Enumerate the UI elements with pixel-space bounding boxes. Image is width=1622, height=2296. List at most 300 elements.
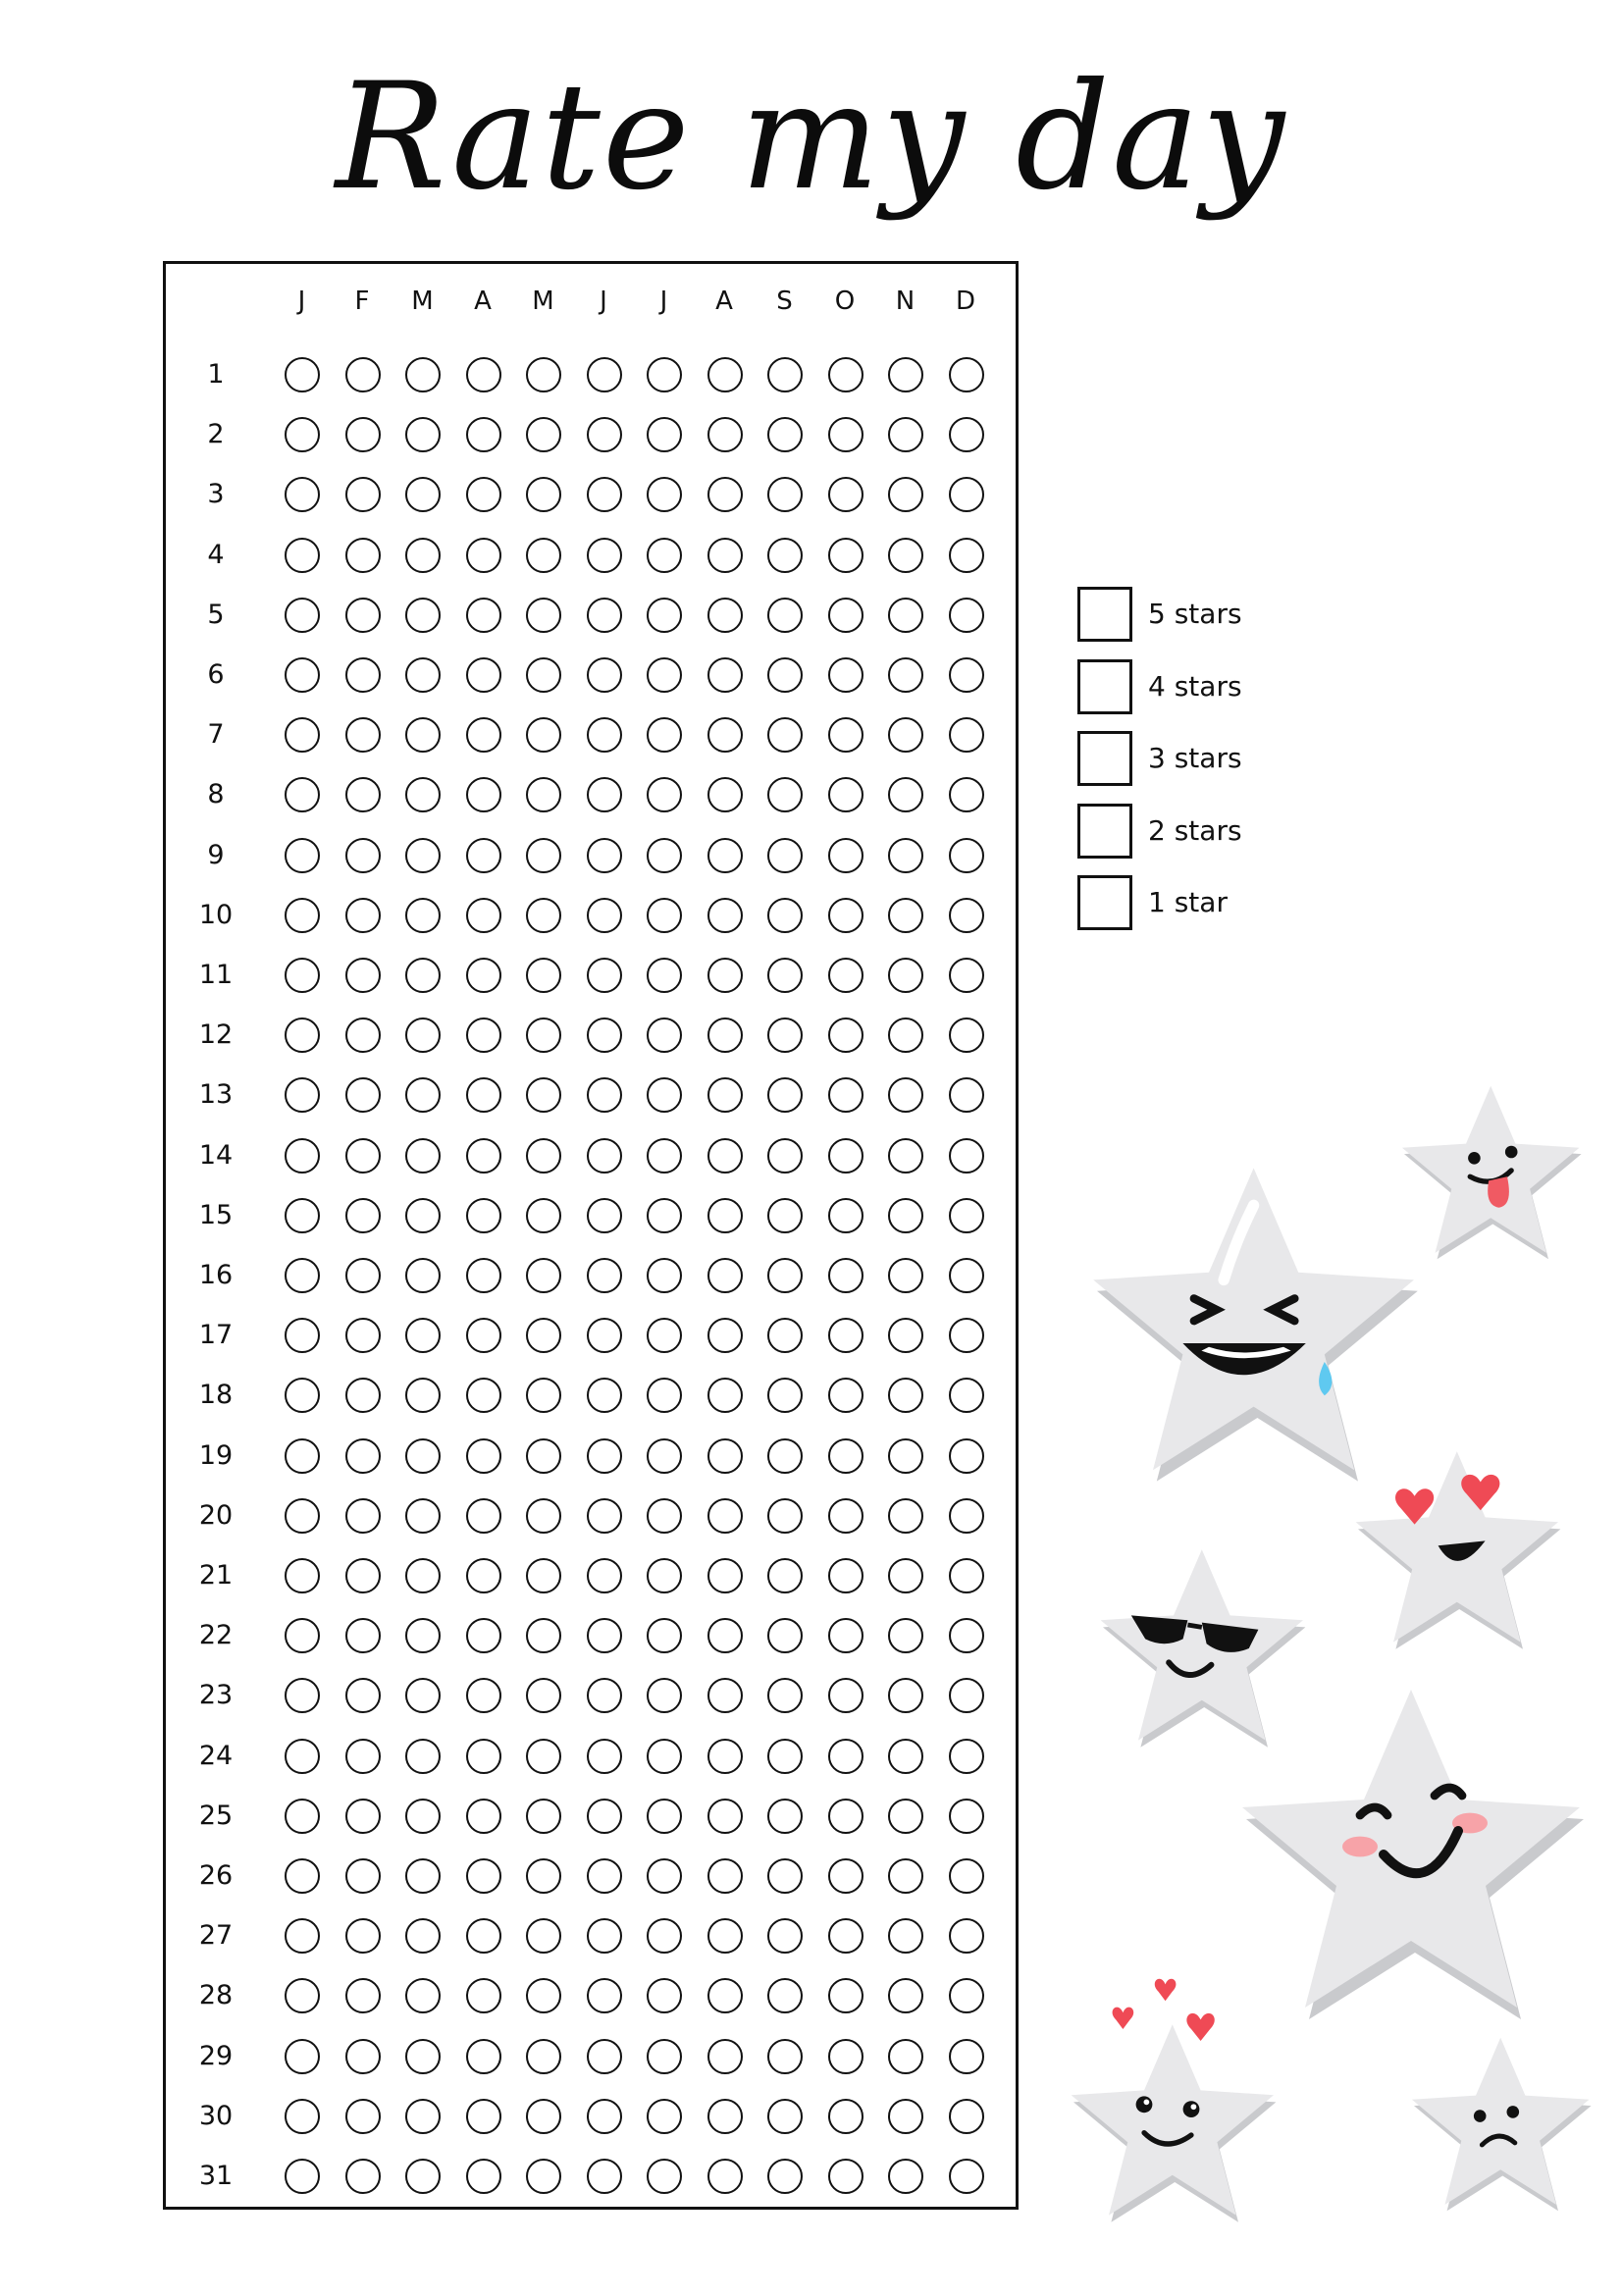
day-rating-circle[interactable] — [285, 1498, 320, 1534]
day-rating-circle[interactable] — [466, 1258, 501, 1293]
day-rating-circle[interactable] — [285, 1138, 320, 1174]
day-rating-circle[interactable] — [828, 1558, 863, 1593]
day-rating-circle[interactable] — [526, 1858, 561, 1894]
day-rating-circle[interactable] — [647, 1318, 682, 1353]
day-rating-circle[interactable] — [888, 1018, 923, 1053]
day-rating-circle[interactable] — [949, 598, 984, 633]
day-rating-circle[interactable] — [707, 357, 743, 392]
day-rating-circle[interactable] — [707, 1138, 743, 1174]
day-rating-circle[interactable] — [345, 598, 381, 633]
day-rating-circle[interactable] — [466, 1198, 501, 1233]
day-rating-circle[interactable] — [526, 717, 561, 753]
day-rating-circle[interactable] — [888, 1438, 923, 1474]
day-rating-circle[interactable] — [285, 1858, 320, 1894]
day-rating-circle[interactable] — [526, 417, 561, 452]
day-rating-circle[interactable] — [828, 1077, 863, 1113]
day-rating-circle[interactable] — [405, 2159, 441, 2194]
day-rating-circle[interactable] — [828, 357, 863, 392]
day-rating-circle[interactable] — [405, 417, 441, 452]
day-rating-circle[interactable] — [949, 1858, 984, 1894]
day-rating-circle[interactable] — [345, 1318, 381, 1353]
day-rating-circle[interactable] — [405, 1138, 441, 1174]
day-rating-circle[interactable] — [285, 1618, 320, 1653]
day-rating-circle[interactable] — [707, 838, 743, 873]
day-rating-circle[interactable] — [707, 898, 743, 933]
day-rating-circle[interactable] — [405, 1799, 441, 1834]
day-rating-circle[interactable] — [888, 1198, 923, 1233]
day-rating-circle[interactable] — [466, 477, 501, 512]
day-rating-circle[interactable] — [526, 1198, 561, 1233]
day-rating-circle[interactable] — [767, 1498, 803, 1534]
day-rating-circle[interactable] — [466, 598, 501, 633]
day-rating-circle[interactable] — [828, 1678, 863, 1713]
day-rating-circle[interactable] — [345, 357, 381, 392]
day-rating-circle[interactable] — [888, 838, 923, 873]
day-rating-circle[interactable] — [345, 2159, 381, 2194]
day-rating-circle[interactable] — [949, 717, 984, 753]
day-rating-circle[interactable] — [526, 1438, 561, 1474]
day-rating-circle[interactable] — [466, 1558, 501, 1593]
day-rating-circle[interactable] — [526, 357, 561, 392]
day-rating-circle[interactable] — [526, 598, 561, 633]
day-rating-circle[interactable] — [647, 1198, 682, 1233]
day-rating-circle[interactable] — [587, 1978, 622, 2013]
day-rating-circle[interactable] — [466, 1438, 501, 1474]
day-rating-circle[interactable] — [345, 1799, 381, 1834]
day-rating-circle[interactable] — [466, 1858, 501, 1894]
day-rating-circle[interactable] — [707, 717, 743, 753]
day-rating-circle[interactable] — [405, 357, 441, 392]
day-rating-circle[interactable] — [405, 2039, 441, 2074]
day-rating-circle[interactable] — [888, 2099, 923, 2134]
day-rating-circle[interactable] — [828, 1198, 863, 1233]
day-rating-circle[interactable] — [345, 1558, 381, 1593]
day-rating-circle[interactable] — [949, 1498, 984, 1534]
day-rating-circle[interactable] — [888, 1858, 923, 1894]
day-rating-circle[interactable] — [285, 898, 320, 933]
day-rating-circle[interactable] — [345, 1077, 381, 1113]
day-rating-circle[interactable] — [345, 898, 381, 933]
day-rating-circle[interactable] — [707, 1077, 743, 1113]
day-rating-circle[interactable] — [707, 2159, 743, 2194]
day-rating-circle[interactable] — [526, 1138, 561, 1174]
day-rating-circle[interactable] — [466, 1318, 501, 1353]
day-rating-circle[interactable] — [466, 717, 501, 753]
day-rating-circle[interactable] — [466, 777, 501, 812]
day-rating-circle[interactable] — [285, 598, 320, 633]
day-rating-circle[interactable] — [888, 1558, 923, 1593]
day-rating-circle[interactable] — [949, 838, 984, 873]
day-rating-circle[interactable] — [888, 717, 923, 753]
day-rating-circle[interactable] — [526, 1618, 561, 1653]
day-rating-circle[interactable] — [949, 417, 984, 452]
day-rating-circle[interactable] — [466, 357, 501, 392]
day-rating-circle[interactable] — [647, 1799, 682, 1834]
day-rating-circle[interactable] — [405, 1558, 441, 1593]
day-rating-circle[interactable] — [828, 477, 863, 512]
day-rating-circle[interactable] — [828, 958, 863, 993]
day-rating-circle[interactable] — [587, 838, 622, 873]
day-rating-circle[interactable] — [828, 657, 863, 693]
day-rating-circle[interactable] — [707, 1618, 743, 1653]
day-rating-circle[interactable] — [345, 1678, 381, 1713]
day-rating-circle[interactable] — [949, 898, 984, 933]
day-rating-circle[interactable] — [587, 717, 622, 753]
day-rating-circle[interactable] — [888, 1498, 923, 1534]
day-rating-circle[interactable] — [405, 898, 441, 933]
day-rating-circle[interactable] — [949, 1077, 984, 1113]
day-rating-circle[interactable] — [285, 1558, 320, 1593]
day-rating-circle[interactable] — [949, 2039, 984, 2074]
legend-color-box[interactable] — [1077, 804, 1132, 859]
day-rating-circle[interactable] — [587, 657, 622, 693]
day-rating-circle[interactable] — [587, 1258, 622, 1293]
day-rating-circle[interactable] — [587, 1198, 622, 1233]
day-rating-circle[interactable] — [285, 1258, 320, 1293]
day-rating-circle[interactable] — [767, 1198, 803, 1233]
day-rating-circle[interactable] — [767, 1558, 803, 1593]
day-rating-circle[interactable] — [587, 477, 622, 512]
day-rating-circle[interactable] — [647, 357, 682, 392]
day-rating-circle[interactable] — [828, 777, 863, 812]
day-rating-circle[interactable] — [828, 598, 863, 633]
day-rating-circle[interactable] — [949, 777, 984, 812]
day-rating-circle[interactable] — [707, 538, 743, 573]
day-rating-circle[interactable] — [707, 477, 743, 512]
day-rating-circle[interactable] — [949, 477, 984, 512]
day-rating-circle[interactable] — [466, 958, 501, 993]
day-rating-circle[interactable] — [949, 1678, 984, 1713]
day-rating-circle[interactable] — [466, 898, 501, 933]
day-rating-circle[interactable] — [405, 598, 441, 633]
day-rating-circle[interactable] — [526, 2159, 561, 2194]
day-rating-circle[interactable] — [949, 2159, 984, 2194]
day-rating-circle[interactable] — [828, 1378, 863, 1413]
day-rating-circle[interactable] — [828, 838, 863, 873]
day-rating-circle[interactable] — [587, 1138, 622, 1174]
day-rating-circle[interactable] — [767, 1739, 803, 1774]
day-rating-circle[interactable] — [526, 2039, 561, 2074]
day-rating-circle[interactable] — [828, 2099, 863, 2134]
day-rating-circle[interactable] — [707, 1799, 743, 1834]
day-rating-circle[interactable] — [707, 598, 743, 633]
day-rating-circle[interactable] — [587, 958, 622, 993]
day-rating-circle[interactable] — [767, 1618, 803, 1653]
day-rating-circle[interactable] — [526, 2099, 561, 2134]
day-rating-circle[interactable] — [466, 1618, 501, 1653]
day-rating-circle[interactable] — [949, 1318, 984, 1353]
day-rating-circle[interactable] — [285, 2039, 320, 2074]
day-rating-circle[interactable] — [949, 1378, 984, 1413]
day-rating-circle[interactable] — [345, 958, 381, 993]
day-rating-circle[interactable] — [707, 1858, 743, 1894]
day-rating-circle[interactable] — [767, 417, 803, 452]
day-rating-circle[interactable] — [466, 1138, 501, 1174]
day-rating-circle[interactable] — [405, 838, 441, 873]
day-rating-circle[interactable] — [285, 2099, 320, 2134]
day-rating-circle[interactable] — [767, 838, 803, 873]
day-rating-circle[interactable] — [949, 1978, 984, 2013]
day-rating-circle[interactable] — [405, 1318, 441, 1353]
day-rating-circle[interactable] — [587, 2099, 622, 2134]
day-rating-circle[interactable] — [647, 898, 682, 933]
day-rating-circle[interactable] — [466, 2099, 501, 2134]
day-rating-circle[interactable] — [587, 1018, 622, 1053]
day-rating-circle[interactable] — [345, 2099, 381, 2134]
day-rating-circle[interactable] — [587, 1378, 622, 1413]
day-rating-circle[interactable] — [647, 1739, 682, 1774]
day-rating-circle[interactable] — [526, 1018, 561, 1053]
day-rating-circle[interactable] — [345, 717, 381, 753]
day-rating-circle[interactable] — [587, 1438, 622, 1474]
day-rating-circle[interactable] — [587, 2039, 622, 2074]
day-rating-circle[interactable] — [526, 1258, 561, 1293]
day-rating-circle[interactable] — [587, 898, 622, 933]
day-rating-circle[interactable] — [466, 1077, 501, 1113]
day-rating-circle[interactable] — [767, 1918, 803, 1954]
day-rating-circle[interactable] — [285, 2159, 320, 2194]
day-rating-circle[interactable] — [345, 1618, 381, 1653]
day-rating-circle[interactable] — [466, 1739, 501, 1774]
day-rating-circle[interactable] — [345, 838, 381, 873]
day-rating-circle[interactable] — [405, 1198, 441, 1233]
day-rating-circle[interactable] — [285, 1918, 320, 1954]
day-rating-circle[interactable] — [285, 1018, 320, 1053]
day-rating-circle[interactable] — [405, 1918, 441, 1954]
day-rating-circle[interactable] — [405, 1498, 441, 1534]
day-rating-circle[interactable] — [647, 417, 682, 452]
day-rating-circle[interactable] — [345, 1018, 381, 1053]
legend-color-box[interactable] — [1077, 875, 1132, 930]
day-rating-circle[interactable] — [587, 417, 622, 452]
day-rating-circle[interactable] — [466, 1498, 501, 1534]
day-rating-circle[interactable] — [888, 1918, 923, 1954]
day-rating-circle[interactable] — [767, 538, 803, 573]
day-rating-circle[interactable] — [526, 898, 561, 933]
day-rating-circle[interactable] — [526, 958, 561, 993]
day-rating-circle[interactable] — [345, 2039, 381, 2074]
day-rating-circle[interactable] — [949, 1618, 984, 1653]
day-rating-circle[interactable] — [466, 1799, 501, 1834]
day-rating-circle[interactable] — [526, 657, 561, 693]
day-rating-circle[interactable] — [767, 1438, 803, 1474]
day-rating-circle[interactable] — [828, 1739, 863, 1774]
day-rating-circle[interactable] — [949, 1258, 984, 1293]
day-rating-circle[interactable] — [526, 1739, 561, 1774]
day-rating-circle[interactable] — [647, 1498, 682, 1534]
day-rating-circle[interactable] — [828, 1918, 863, 1954]
day-rating-circle[interactable] — [647, 838, 682, 873]
day-rating-circle[interactable] — [888, 1138, 923, 1174]
day-rating-circle[interactable] — [888, 898, 923, 933]
day-rating-circle[interactable] — [707, 1678, 743, 1713]
day-rating-circle[interactable] — [647, 1918, 682, 1954]
day-rating-circle[interactable] — [587, 1799, 622, 1834]
day-rating-circle[interactable] — [405, 1739, 441, 1774]
day-rating-circle[interactable] — [345, 1438, 381, 1474]
day-rating-circle[interactable] — [767, 898, 803, 933]
day-rating-circle[interactable] — [767, 357, 803, 392]
day-rating-circle[interactable] — [767, 958, 803, 993]
day-rating-circle[interactable] — [587, 1618, 622, 1653]
day-rating-circle[interactable] — [647, 2159, 682, 2194]
day-rating-circle[interactable] — [345, 657, 381, 693]
day-rating-circle[interactable] — [647, 1858, 682, 1894]
day-rating-circle[interactable] — [345, 1138, 381, 1174]
day-rating-circle[interactable] — [587, 598, 622, 633]
day-rating-circle[interactable] — [587, 1318, 622, 1353]
day-rating-circle[interactable] — [587, 1918, 622, 1954]
day-rating-circle[interactable] — [587, 2159, 622, 2194]
day-rating-circle[interactable] — [285, 538, 320, 573]
day-rating-circle[interactable] — [828, 1258, 863, 1293]
day-rating-circle[interactable] — [647, 1258, 682, 1293]
day-rating-circle[interactable] — [466, 2039, 501, 2074]
day-rating-circle[interactable] — [828, 1618, 863, 1653]
day-rating-circle[interactable] — [647, 1618, 682, 1653]
day-rating-circle[interactable] — [526, 838, 561, 873]
day-rating-circle[interactable] — [466, 1378, 501, 1413]
day-rating-circle[interactable] — [587, 1858, 622, 1894]
day-rating-circle[interactable] — [587, 1498, 622, 1534]
day-rating-circle[interactable] — [405, 1858, 441, 1894]
day-rating-circle[interactable] — [647, 1018, 682, 1053]
day-rating-circle[interactable] — [345, 1978, 381, 2013]
day-rating-circle[interactable] — [828, 1018, 863, 1053]
day-rating-circle[interactable] — [345, 777, 381, 812]
day-rating-circle[interactable] — [405, 717, 441, 753]
day-rating-circle[interactable] — [949, 1438, 984, 1474]
day-rating-circle[interactable] — [647, 717, 682, 753]
day-rating-circle[interactable] — [828, 717, 863, 753]
day-rating-circle[interactable] — [888, 417, 923, 452]
day-rating-circle[interactable] — [949, 657, 984, 693]
day-rating-circle[interactable] — [526, 1498, 561, 1534]
day-rating-circle[interactable] — [647, 1558, 682, 1593]
day-rating-circle[interactable] — [888, 2039, 923, 2074]
day-rating-circle[interactable] — [587, 777, 622, 812]
day-rating-circle[interactable] — [707, 2039, 743, 2074]
day-rating-circle[interactable] — [707, 1378, 743, 1413]
day-rating-circle[interactable] — [345, 1918, 381, 1954]
day-rating-circle[interactable] — [828, 1858, 863, 1894]
day-rating-circle[interactable] — [767, 1018, 803, 1053]
day-rating-circle[interactable] — [707, 417, 743, 452]
day-rating-circle[interactable] — [405, 657, 441, 693]
day-rating-circle[interactable] — [707, 1018, 743, 1053]
day-rating-circle[interactable] — [345, 477, 381, 512]
day-rating-circle[interactable] — [949, 357, 984, 392]
day-rating-circle[interactable] — [888, 958, 923, 993]
day-rating-circle[interactable] — [587, 357, 622, 392]
day-rating-circle[interactable] — [587, 538, 622, 573]
day-rating-circle[interactable] — [767, 2159, 803, 2194]
day-rating-circle[interactable] — [828, 2039, 863, 2074]
day-rating-circle[interactable] — [949, 1799, 984, 1834]
day-rating-circle[interactable] — [405, 2099, 441, 2134]
day-rating-circle[interactable] — [587, 1739, 622, 1774]
day-rating-circle[interactable] — [707, 1438, 743, 1474]
day-rating-circle[interactable] — [828, 1318, 863, 1353]
day-rating-circle[interactable] — [285, 657, 320, 693]
day-rating-circle[interactable] — [828, 2159, 863, 2194]
day-rating-circle[interactable] — [828, 1438, 863, 1474]
day-rating-circle[interactable] — [466, 657, 501, 693]
day-rating-circle[interactable] — [707, 958, 743, 993]
day-rating-circle[interactable] — [828, 1978, 863, 2013]
day-rating-circle[interactable] — [587, 1678, 622, 1713]
day-rating-circle[interactable] — [345, 538, 381, 573]
day-rating-circle[interactable] — [828, 1799, 863, 1834]
day-rating-circle[interactable] — [285, 717, 320, 753]
day-rating-circle[interactable] — [828, 417, 863, 452]
day-rating-circle[interactable] — [285, 1318, 320, 1353]
day-rating-circle[interactable] — [767, 2099, 803, 2134]
day-rating-circle[interactable] — [466, 1678, 501, 1713]
day-rating-circle[interactable] — [526, 1918, 561, 1954]
day-rating-circle[interactable] — [405, 538, 441, 573]
day-rating-circle[interactable] — [707, 1558, 743, 1593]
day-rating-circle[interactable] — [405, 958, 441, 993]
day-rating-circle[interactable] — [285, 958, 320, 993]
day-rating-circle[interactable] — [828, 538, 863, 573]
day-rating-circle[interactable] — [828, 1138, 863, 1174]
day-rating-circle[interactable] — [767, 1258, 803, 1293]
day-rating-circle[interactable] — [405, 1438, 441, 1474]
day-rating-circle[interactable] — [888, 657, 923, 693]
day-rating-circle[interactable] — [345, 1498, 381, 1534]
day-rating-circle[interactable] — [707, 1498, 743, 1534]
day-rating-circle[interactable] — [466, 1918, 501, 1954]
day-rating-circle[interactable] — [345, 1858, 381, 1894]
day-rating-circle[interactable] — [707, 1918, 743, 1954]
day-rating-circle[interactable] — [587, 1558, 622, 1593]
day-rating-circle[interactable] — [526, 1558, 561, 1593]
day-rating-circle[interactable] — [767, 1799, 803, 1834]
day-rating-circle[interactable] — [647, 598, 682, 633]
legend-color-box[interactable] — [1077, 659, 1132, 714]
day-rating-circle[interactable] — [345, 1739, 381, 1774]
day-rating-circle[interactable] — [647, 1438, 682, 1474]
day-rating-circle[interactable] — [345, 1258, 381, 1293]
day-rating-circle[interactable] — [466, 417, 501, 452]
day-rating-circle[interactable] — [526, 1799, 561, 1834]
day-rating-circle[interactable] — [707, 777, 743, 812]
day-rating-circle[interactable] — [949, 2099, 984, 2134]
day-rating-circle[interactable] — [888, 357, 923, 392]
day-rating-circle[interactable] — [707, 657, 743, 693]
day-rating-circle[interactable] — [466, 2159, 501, 2194]
day-rating-circle[interactable] — [949, 1918, 984, 1954]
day-rating-circle[interactable] — [888, 1258, 923, 1293]
day-rating-circle[interactable] — [767, 1318, 803, 1353]
day-rating-circle[interactable] — [647, 2099, 682, 2134]
day-rating-circle[interactable] — [949, 1138, 984, 1174]
day-rating-circle[interactable] — [949, 1558, 984, 1593]
day-rating-circle[interactable] — [949, 1739, 984, 1774]
day-rating-circle[interactable] — [888, 1799, 923, 1834]
day-rating-circle[interactable] — [405, 1618, 441, 1653]
day-rating-circle[interactable] — [405, 1018, 441, 1053]
day-rating-circle[interactable] — [888, 538, 923, 573]
day-rating-circle[interactable] — [828, 898, 863, 933]
day-rating-circle[interactable] — [767, 598, 803, 633]
day-rating-circle[interactable] — [707, 1198, 743, 1233]
legend-color-box[interactable] — [1077, 587, 1132, 642]
day-rating-circle[interactable] — [526, 538, 561, 573]
day-rating-circle[interactable] — [466, 838, 501, 873]
day-rating-circle[interactable] — [647, 538, 682, 573]
